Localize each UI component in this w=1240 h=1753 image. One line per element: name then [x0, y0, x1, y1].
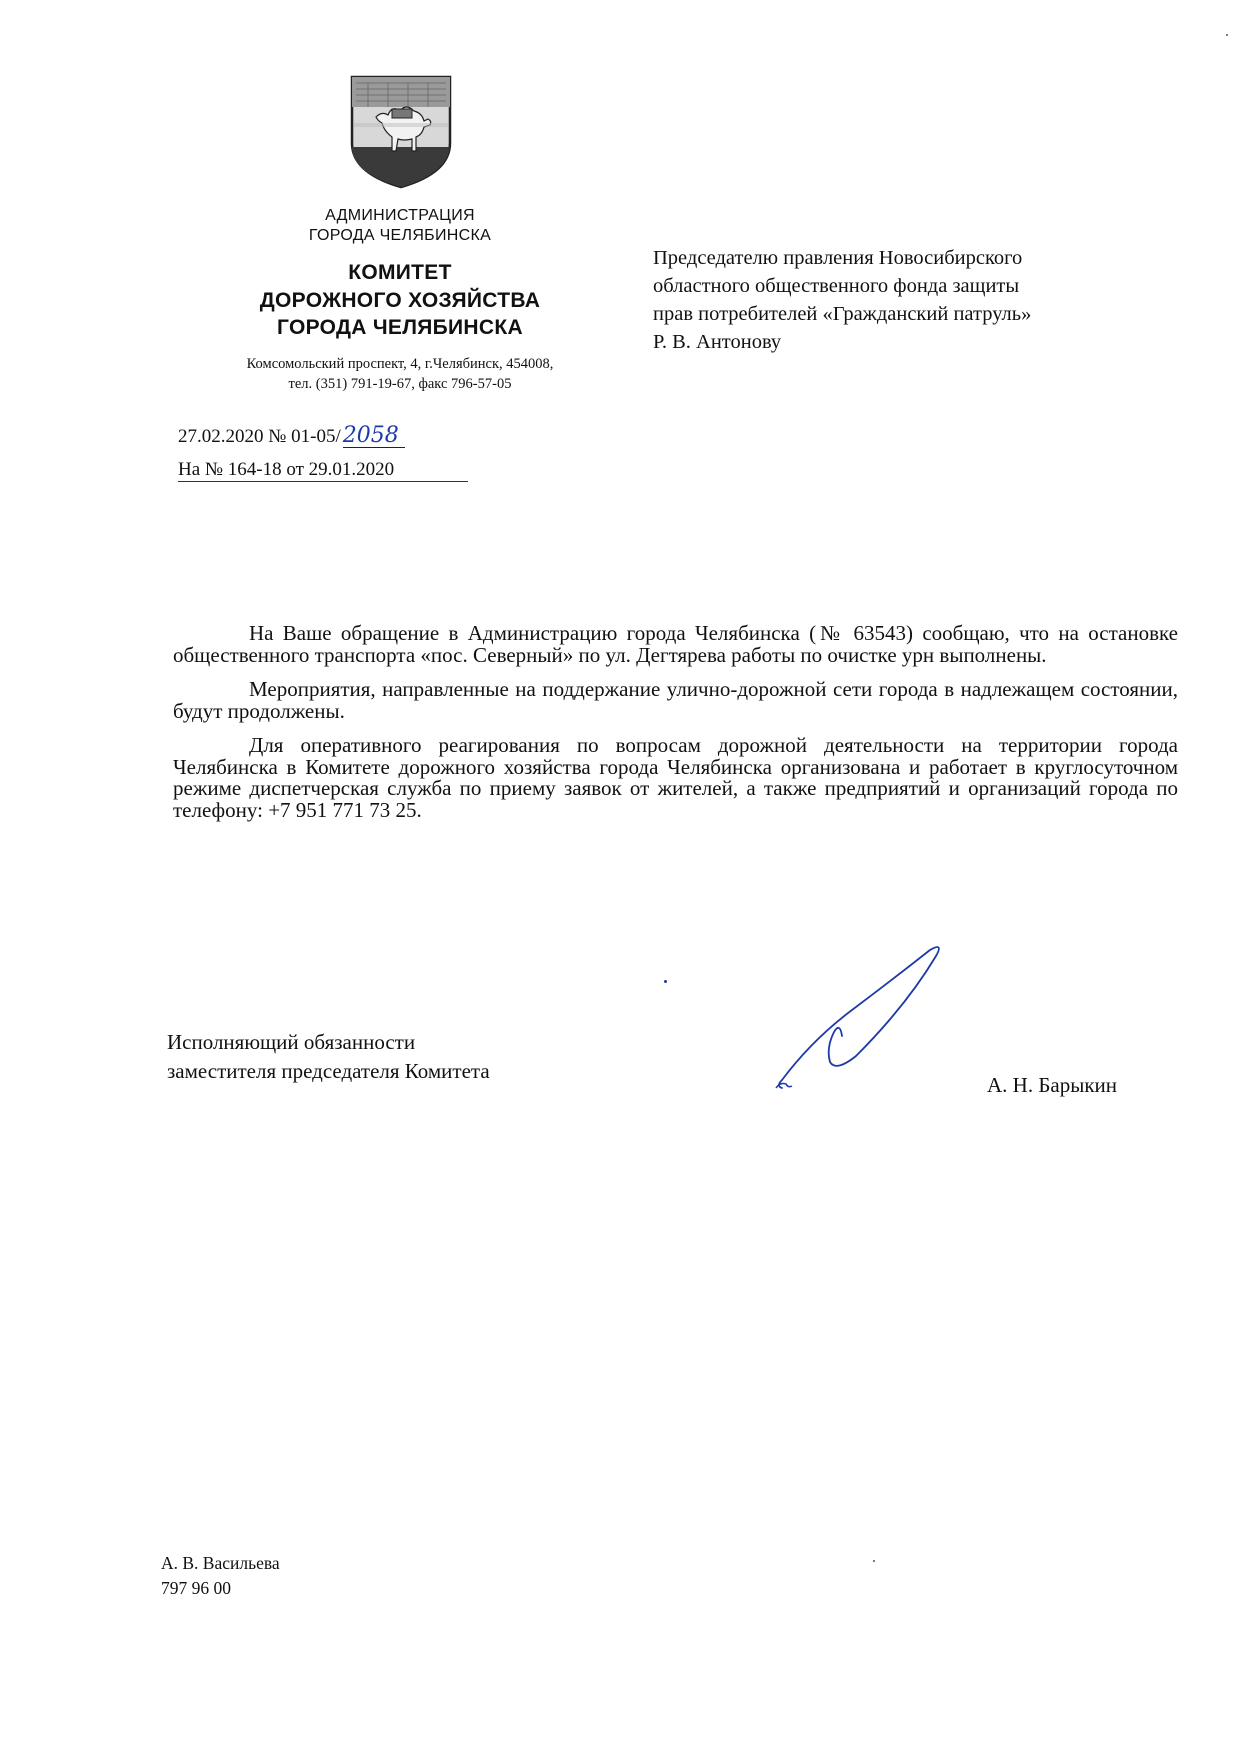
- scan-speck: [664, 980, 667, 983]
- scan-speck: [873, 1560, 875, 1562]
- signature-icon: [770, 940, 970, 1090]
- addressee-name: Р. В. Антонову: [653, 331, 782, 353]
- signatory-name: А. Н. Барыкин: [987, 1073, 1117, 1097]
- executor-phone: 797 96 00: [161, 1578, 231, 1598]
- letter-body: [173, 623, 1178, 821]
- incoming-reference: На № 164-18 от 29.01.2020: [178, 459, 395, 480]
- signatory-role-line1: Исполняющий обязанности: [167, 1030, 416, 1054]
- committee-title-line1: КОМИТЕТ: [348, 261, 452, 284]
- signatory-role-line2: заместителя председателя Комитета: [167, 1059, 490, 1083]
- outgoing-number: [178, 425, 405, 449]
- outgoing-number-prefix: 27.02.2020 № 01-05/: [178, 426, 341, 447]
- addressee-line3: прав потребителей «Гражданский патруль»: [653, 303, 1032, 325]
- coat-of-arms-icon: [348, 73, 454, 191]
- committee-title-line2: ДОРОЖНОГО ХОЗЯЙСТВА: [259, 289, 541, 312]
- handwritten-registration-number: 2058: [343, 425, 405, 448]
- committee-phone-fax: тел. (351) 791-19-67, факс 796-57-05: [288, 376, 512, 392]
- body-paragraph-2: Мероприятия, направленные на поддержание улично-дорожной сети города в надлежащем состоянии, будут продолжены.: [173, 677, 1178, 723]
- executor-name: А. В. Васильева: [161, 1553, 280, 1573]
- body-paragraph-1: На Ваше обращение в Администрацию города Челябинска (№ 63543) сообщаю, что на остановке общественного транспорта «пос. Северный» по ул. Дегтярева работы по очистке урн выполнены.: [173, 621, 1178, 667]
- committee-address: Комсомольский проспект, 4, г.Челябинск, 454008,: [246, 356, 554, 372]
- addressee-line1: Председателю правления Новосибирского: [653, 247, 1023, 269]
- committee-title-line3: ГОРОДА ЧЕЛЯБИНСКА: [277, 316, 523, 339]
- body-paragraph-3: Для оперативного реагирования по вопросам дорожной деятельности на территории города Челябинска в Комитете дорожного хозяйства города Челябинска организована и работает в круглосуточном режиме диспетчерская служба по приему заявок от жителей, а также предприятий и организаций города по телефону: +7 951 771 73 25.: [173, 733, 1178, 822]
- addressee-line2: областного общественного фонда защиты: [653, 275, 1020, 297]
- scan-speck: [1226, 34, 1228, 36]
- reference-underline: [178, 481, 468, 482]
- admin-title-line2: ГОРОДА ЧЕЛЯБИНСКА: [308, 227, 492, 244]
- admin-title-line1: АДМИНИСТРАЦИЯ: [325, 207, 475, 224]
